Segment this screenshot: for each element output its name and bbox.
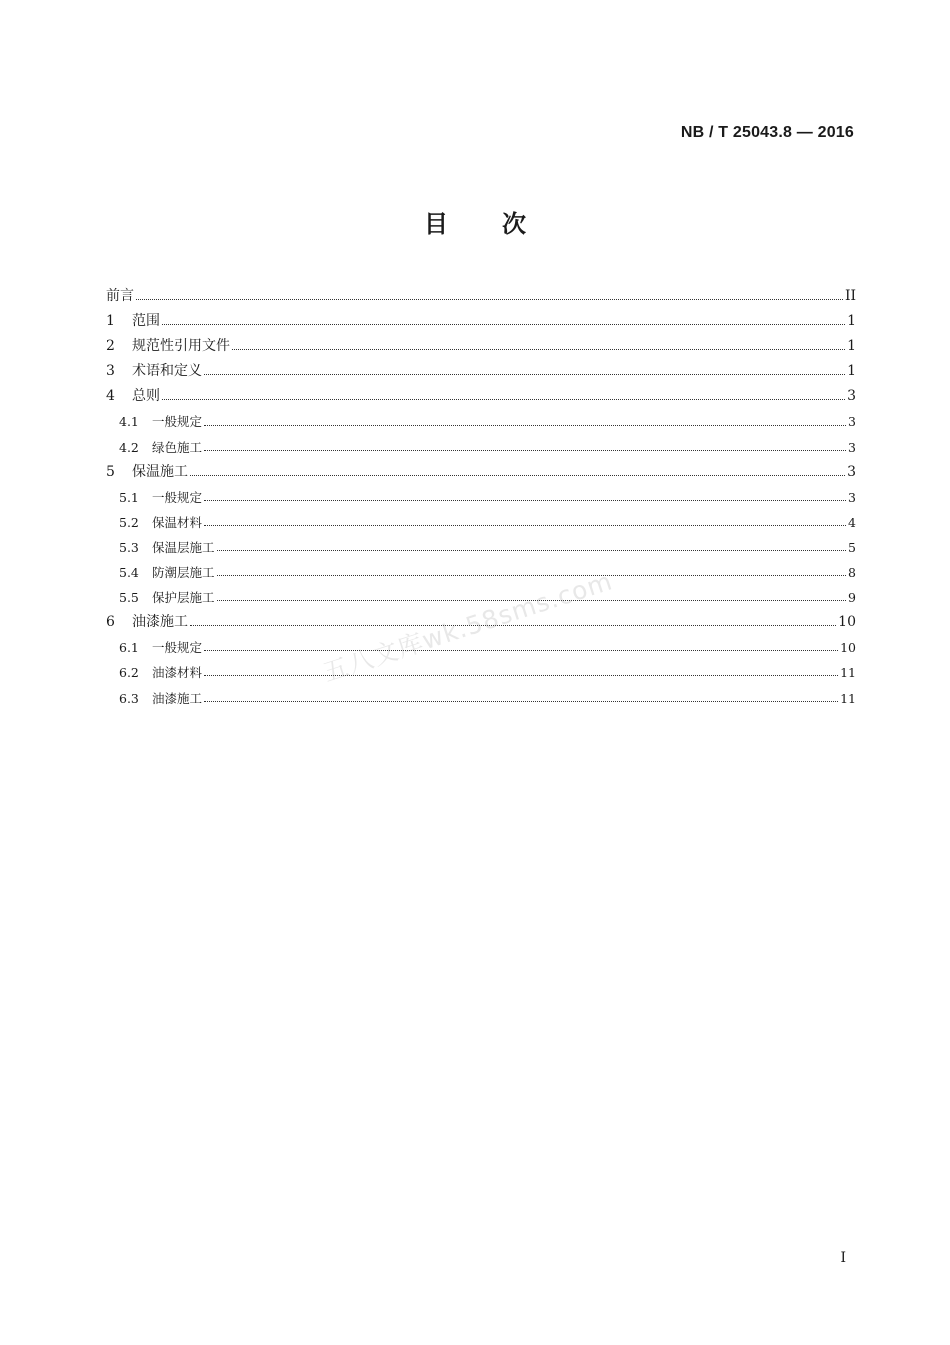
toc-dot-leader [204,701,838,702]
toc-title [0,204,950,239]
toc-entry[interactable] [106,686,856,711]
toc-entry-number: 5 [106,463,115,480]
toc-entry[interactable] [106,284,856,309]
toc-entry-label: 保护层施工 [152,590,215,606]
toc-entry-label: 油漆施工 [132,614,188,631]
toc-dot-leader [204,374,845,375]
toc-entry-number: 6.1 [119,640,139,656]
toc-entry-number: 5.5 [119,590,139,606]
toc-entry-label: 保温层施工 [152,539,215,555]
toc-entry-page: 3 [847,388,856,405]
toc-dot-leader [204,525,846,526]
toc-entry[interactable] [106,560,856,585]
toc-entry-label: 保温材料 [152,514,203,530]
toc-entry[interactable] [106,435,856,460]
toc-entry[interactable] [106,409,856,434]
toc-entry-page: 1 [847,363,856,380]
toc-entry-page: 9 [848,590,856,606]
toc-entry-label: 总则 [132,388,160,405]
toc-title-char-2: 次 [502,210,526,238]
toc-dot-leader [217,550,847,551]
toc-entry-page: 10 [838,614,856,631]
toc-entry-label: 术语和定义 [132,363,202,380]
toc-entry-label: 前言 [106,288,134,304]
toc-dot-leader [190,475,845,476]
toc-dot-leader [204,425,846,426]
toc-entry-number: 5.2 [119,514,139,530]
toc-dot-leader [204,675,838,676]
toc-entry-page: 3 [847,463,856,480]
toc-entry-page: 11 [840,690,856,706]
toc-dot-leader [204,650,838,651]
toc-entry-label: 范围 [132,313,160,330]
toc-dot-leader [162,399,845,400]
toc-entry-number: 4.1 [119,414,139,430]
toc-entry-number: 5.1 [119,489,139,505]
toc-entry[interactable] [106,309,856,334]
toc-entry-page: 5 [848,539,856,555]
toc-entry-label: 绿色施工 [152,439,203,455]
toc-title-char-1: 目 [424,210,448,238]
toc-entry-page: 3 [848,414,856,430]
table-of-contents [106,284,856,711]
standard-code: NB / T 25043.8 — 2016 [680,124,854,141]
toc-dot-leader [217,575,847,576]
toc-entry[interactable] [106,460,856,485]
toc-dot-leader [232,349,845,350]
toc-entry-label: 一般规定 [152,640,203,656]
toc-entry-label: 一般规定 [152,489,203,505]
toc-entry-label: 油漆施工 [152,690,203,706]
toc-entry-number: 2 [106,338,115,355]
toc-entry-number: 1 [106,313,115,330]
toc-entry-number: 6 [106,614,115,631]
toc-entry-page: 1 [847,313,856,330]
toc-entry[interactable] [106,384,856,409]
toc-entry-number: 3 [106,363,115,380]
toc-entry-page: 1 [847,338,856,355]
toc-entry-page: 11 [840,665,856,681]
toc-entry-label: 一般规定 [152,414,203,430]
toc-entry-number: 5.4 [119,565,139,581]
toc-entry[interactable] [106,660,856,685]
toc-entry-page: 8 [848,565,856,581]
toc-entry-label: 防潮层施工 [152,565,215,581]
toc-entry-label: 规范性引用文件 [132,338,230,355]
toc-entry[interactable] [106,535,856,560]
toc-entry-page: 3 [848,489,856,505]
toc-entry-label: 油漆材料 [152,665,203,681]
toc-entry-number: 4.2 [119,439,139,455]
toc-entry-number: 6.2 [119,665,139,681]
toc-entry[interactable] [106,485,856,510]
toc-dot-leader [204,450,846,451]
toc-entry-number: 4 [106,388,115,405]
toc-entry-page: 4 [848,514,856,530]
watermark: 五八文库wk.58sms.com [319,566,617,688]
toc-entry-number: 5.3 [119,539,139,555]
toc-dot-leader [136,299,843,300]
toc-entry-number: 6.3 [119,690,139,706]
toc-entry-label: 保温施工 [132,463,188,480]
toc-entry[interactable] [106,359,856,384]
toc-dot-leader [162,324,845,325]
toc-entry-page: II [844,288,856,304]
toc-entry-page: 3 [848,439,856,455]
toc-entry[interactable] [106,334,856,359]
toc-entry-page: 10 [840,640,856,656]
toc-entry[interactable] [106,510,856,535]
page-number: I [840,1250,846,1266]
toc-dot-leader [204,500,846,501]
